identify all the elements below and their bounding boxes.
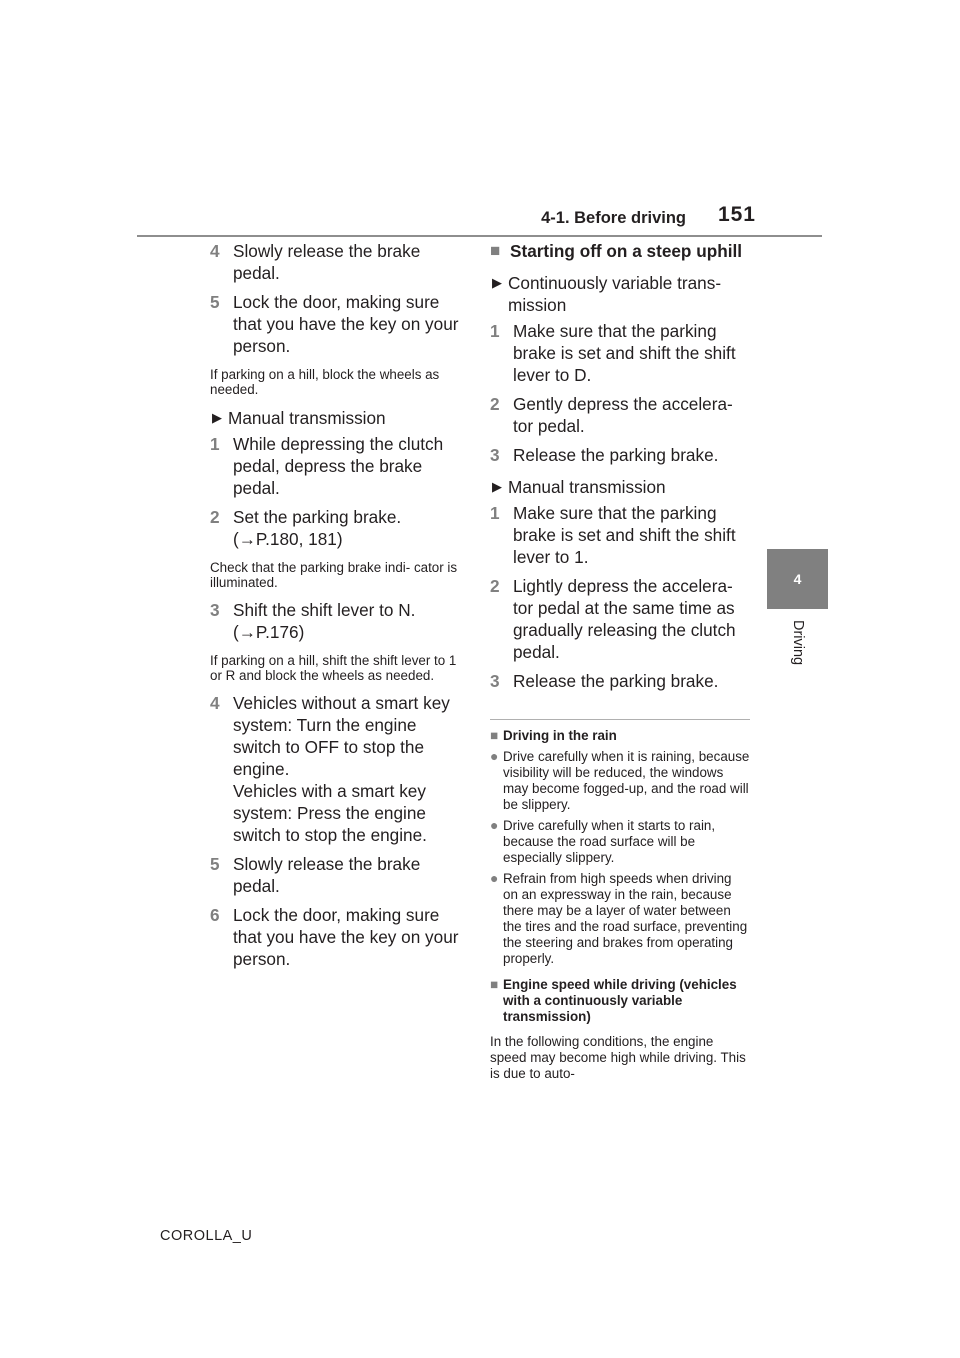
step-text: Lock the door, making sure that you have the key on your person.	[233, 292, 459, 356]
step-number: 1	[210, 434, 220, 454]
info-bullet-text: Drive carefully when it starts to rain, because the road surface will be especially slippery.	[503, 818, 716, 865]
footer-model: COROLLA_U	[160, 1228, 253, 1244]
step-item	[210, 291, 468, 357]
info-bullet	[490, 749, 750, 813]
step-item	[490, 393, 752, 437]
step-item	[210, 240, 468, 284]
note: If parking on a hill, block the wheels as needed.	[210, 367, 440, 397]
info-heading	[490, 977, 750, 1025]
step-text: Slowly release the brake pedal.	[233, 241, 421, 283]
info-paragraph: In the following conditions, the engine speed may become high while driving. This is due to auto-	[490, 1034, 746, 1081]
info-heading-text: Engine speed while driving (vehicles with a continuously variable transmission)	[503, 977, 737, 1024]
step-text: Vehicles without a smart key system: Turn the engine switch to OFF to stop the engine.	[233, 693, 450, 779]
square-bullet-icon: ■	[490, 728, 499, 743]
info-bullet	[490, 871, 750, 967]
step-item	[490, 670, 752, 692]
chapter-tab[interactable]	[767, 549, 828, 609]
step-item	[490, 575, 752, 663]
step-item	[490, 502, 752, 568]
right-column	[490, 240, 752, 699]
page-number: 151	[717, 203, 756, 226]
section-heading-text: Starting off on a steep uphill	[510, 241, 743, 261]
triangle-bullet-icon: ▶	[492, 479, 502, 494]
step-number: 2	[490, 576, 500, 596]
info-bullet-text: Drive carefully when it is raining, because visibility will be reduced, the windows may become fogged-up, and the road will be slippery.	[503, 749, 750, 812]
left-column	[210, 240, 468, 977]
step-number: 2	[210, 507, 220, 527]
section-heading	[490, 240, 752, 262]
triangle-bullet-icon: ▶	[492, 275, 502, 290]
circle-bullet-icon: ●	[490, 870, 499, 886]
subheading-text: Continuously variable trans- mission	[508, 273, 722, 315]
step-number: 5	[210, 292, 220, 312]
step-item	[210, 853, 468, 897]
chapter-label-text: Driving	[790, 620, 806, 666]
info-bullet	[490, 818, 750, 866]
step-number: 2	[490, 394, 500, 414]
step-number: 1	[490, 321, 500, 341]
subheading	[490, 476, 752, 498]
square-bullet-icon: ■	[490, 977, 499, 992]
subheading-text: Manual transmission	[228, 408, 386, 428]
step-text: Set the parking brake. (→P.180, 181)	[233, 507, 402, 549]
chapter-number: 4	[793, 571, 802, 587]
note: Check that the parking brake indi- cator is illuminated.	[210, 560, 458, 590]
square-bullet-icon: ■	[490, 241, 501, 260]
chapter-label	[770, 620, 826, 680]
step-text: Make sure that the parking brake is set and shift the shift lever to D.	[513, 321, 736, 385]
circle-bullet-icon: ●	[490, 817, 499, 833]
step-number: 3	[490, 445, 500, 465]
info-section	[490, 719, 750, 1082]
info-heading	[490, 728, 750, 744]
note: If parking on a hill, shift the shift lever to 1 or R and block the wheels as needed.	[210, 653, 457, 683]
section-title: 4-1. Before driving	[541, 209, 686, 227]
step-text-continued: Vehicles with a smart key system: Press the engine switch to stop the engine.	[233, 781, 427, 845]
step-text: Make sure that the parking brake is set and shift the shift lever to 1.	[513, 503, 736, 567]
step-text: Gently depress the accelera- tor pedal.	[513, 394, 733, 436]
step-item	[490, 444, 752, 466]
step-text: Slowly release the brake pedal.	[233, 854, 421, 896]
step-item	[210, 506, 468, 550]
info-bullet-text: Refrain from high speeds when driving on an expressway in the rain, because there may be a layer of water between the tires and the road surface, preventing the steering and brakes from operating properly.	[503, 871, 748, 966]
step-number: 4	[210, 693, 220, 713]
step-number: 6	[210, 905, 220, 925]
step-number: 5	[210, 854, 220, 874]
step-text: Release the parking brake.	[513, 671, 719, 691]
step-item	[210, 904, 468, 970]
step-number: 4	[210, 241, 220, 261]
step-text: Release the parking brake.	[513, 445, 719, 465]
step-number: 3	[210, 600, 220, 620]
step-number: 1	[490, 503, 500, 523]
step-item	[210, 692, 468, 846]
subheading	[490, 272, 752, 316]
step-item	[210, 433, 468, 499]
triangle-bullet-icon: ▶	[212, 410, 222, 425]
step-text: Lightly depress the accelera- tor pedal at the same time as gradually releasing the clutch pedal.	[513, 576, 736, 662]
step-text: While depressing the clutch pedal, depress the brake pedal.	[233, 434, 444, 498]
page-header	[137, 201, 822, 237]
subheading	[210, 407, 468, 429]
circle-bullet-icon: ●	[490, 748, 499, 764]
step-number: 3	[490, 671, 500, 691]
step-item	[490, 320, 752, 386]
step-item	[210, 599, 468, 643]
step-text: Lock the door, making sure that you have the key on your person.	[233, 905, 459, 969]
info-heading-text: Driving in the rain	[503, 728, 617, 743]
subheading-text: Manual transmission	[508, 477, 666, 497]
step-text: Shift the shift lever to N. (→P.176)	[233, 600, 416, 642]
